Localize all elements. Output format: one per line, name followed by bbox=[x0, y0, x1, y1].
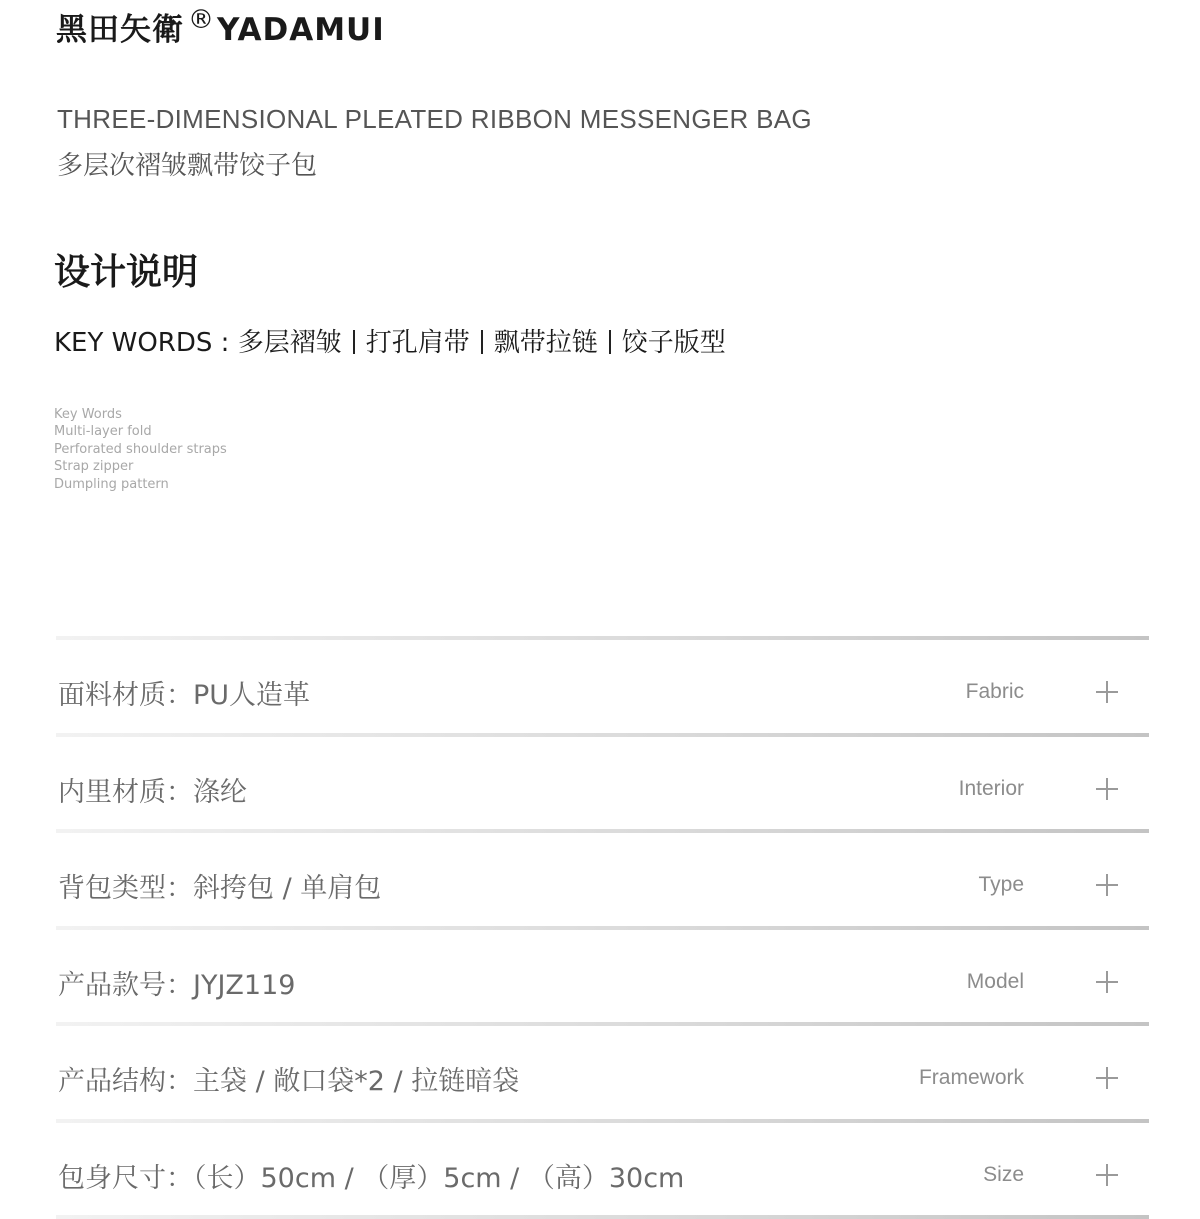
brand-logo bbox=[56, 4, 385, 49]
spec-row-framework[interactable] bbox=[56, 1026, 1149, 1119]
keywords-english-list bbox=[54, 406, 227, 493]
keywords-line bbox=[54, 322, 726, 359]
row-divider bbox=[56, 1215, 1149, 1219]
design-section-title: 设计说明 bbox=[54, 252, 199, 293]
registered-mark: ® bbox=[188, 5, 215, 35]
plus-icon[interactable] bbox=[1096, 1164, 1118, 1186]
keyword-separator bbox=[481, 330, 483, 354]
brand-name-en: YADAMUI bbox=[217, 12, 385, 48]
product-title-en: THREE-DIMENSIONAL PLEATED RIBBON MESSENGER BAG bbox=[57, 104, 812, 134]
plus-icon[interactable] bbox=[1096, 971, 1118, 993]
keyword-en-item: Dumpling pattern bbox=[54, 476, 169, 492]
spec-row-model[interactable] bbox=[56, 930, 1149, 1023]
keyword-en-item: Multi-layer fold bbox=[54, 424, 152, 440]
spec-row-type[interactable] bbox=[56, 833, 1149, 926]
plus-icon[interactable] bbox=[1096, 874, 1118, 896]
product-title-cn: 多层次褶皱飘带饺子包 bbox=[57, 151, 318, 181]
spec-table bbox=[56, 636, 1149, 1219]
spec-label-en: Model bbox=[966, 969, 1024, 993]
keyword-item: 飘带拉链 bbox=[493, 328, 598, 358]
spec-label-en: Type bbox=[978, 873, 1024, 896]
spec-label: 内里材质：涤纶 bbox=[58, 776, 247, 808]
keyword-en-item: Perforated shoulder straps bbox=[54, 441, 227, 457]
spec-label-en: Fabric bbox=[965, 680, 1024, 703]
keyword-en-item: Strap zipper bbox=[54, 459, 134, 475]
plus-icon[interactable] bbox=[1096, 1067, 1118, 1089]
spec-label-en: Size bbox=[983, 1162, 1024, 1186]
keywords-en-heading: Key Words bbox=[54, 407, 122, 422]
keyword-item: 打孔肩带 bbox=[365, 328, 470, 358]
spec-label-en: Framework bbox=[918, 1066, 1024, 1089]
spec-label: 包身尺寸：（长）50cm / （厚）5cm / （高）30cm bbox=[58, 1162, 685, 1194]
keyword-item: 多层褶皱 bbox=[237, 328, 342, 358]
plus-icon[interactable] bbox=[1096, 681, 1118, 703]
keyword-separator bbox=[609, 330, 611, 354]
spec-row-size[interactable] bbox=[56, 1123, 1149, 1216]
brand-name-cn: 黑田矢衛 bbox=[56, 12, 184, 48]
keyword-separator bbox=[353, 330, 355, 354]
spec-row-fabric[interactable] bbox=[56, 640, 1149, 733]
spec-label: 背包类型：斜挎包 / 单肩包 bbox=[58, 873, 382, 904]
spec-label: 产品款号：JYJZ119 bbox=[58, 969, 296, 1001]
spec-label-en: Interior bbox=[958, 776, 1024, 800]
spec-label: 面料材质：PU人造革 bbox=[58, 680, 311, 711]
keywords-prefix: KEY WORDS : bbox=[54, 328, 238, 358]
spec-label: 产品结构：主袋 / 敞口袋*2 / 拉链暗袋 bbox=[58, 1066, 520, 1097]
spec-row-interior[interactable] bbox=[56, 737, 1149, 830]
plus-icon[interactable] bbox=[1096, 778, 1118, 800]
keyword-item: 饺子版型 bbox=[621, 328, 726, 358]
